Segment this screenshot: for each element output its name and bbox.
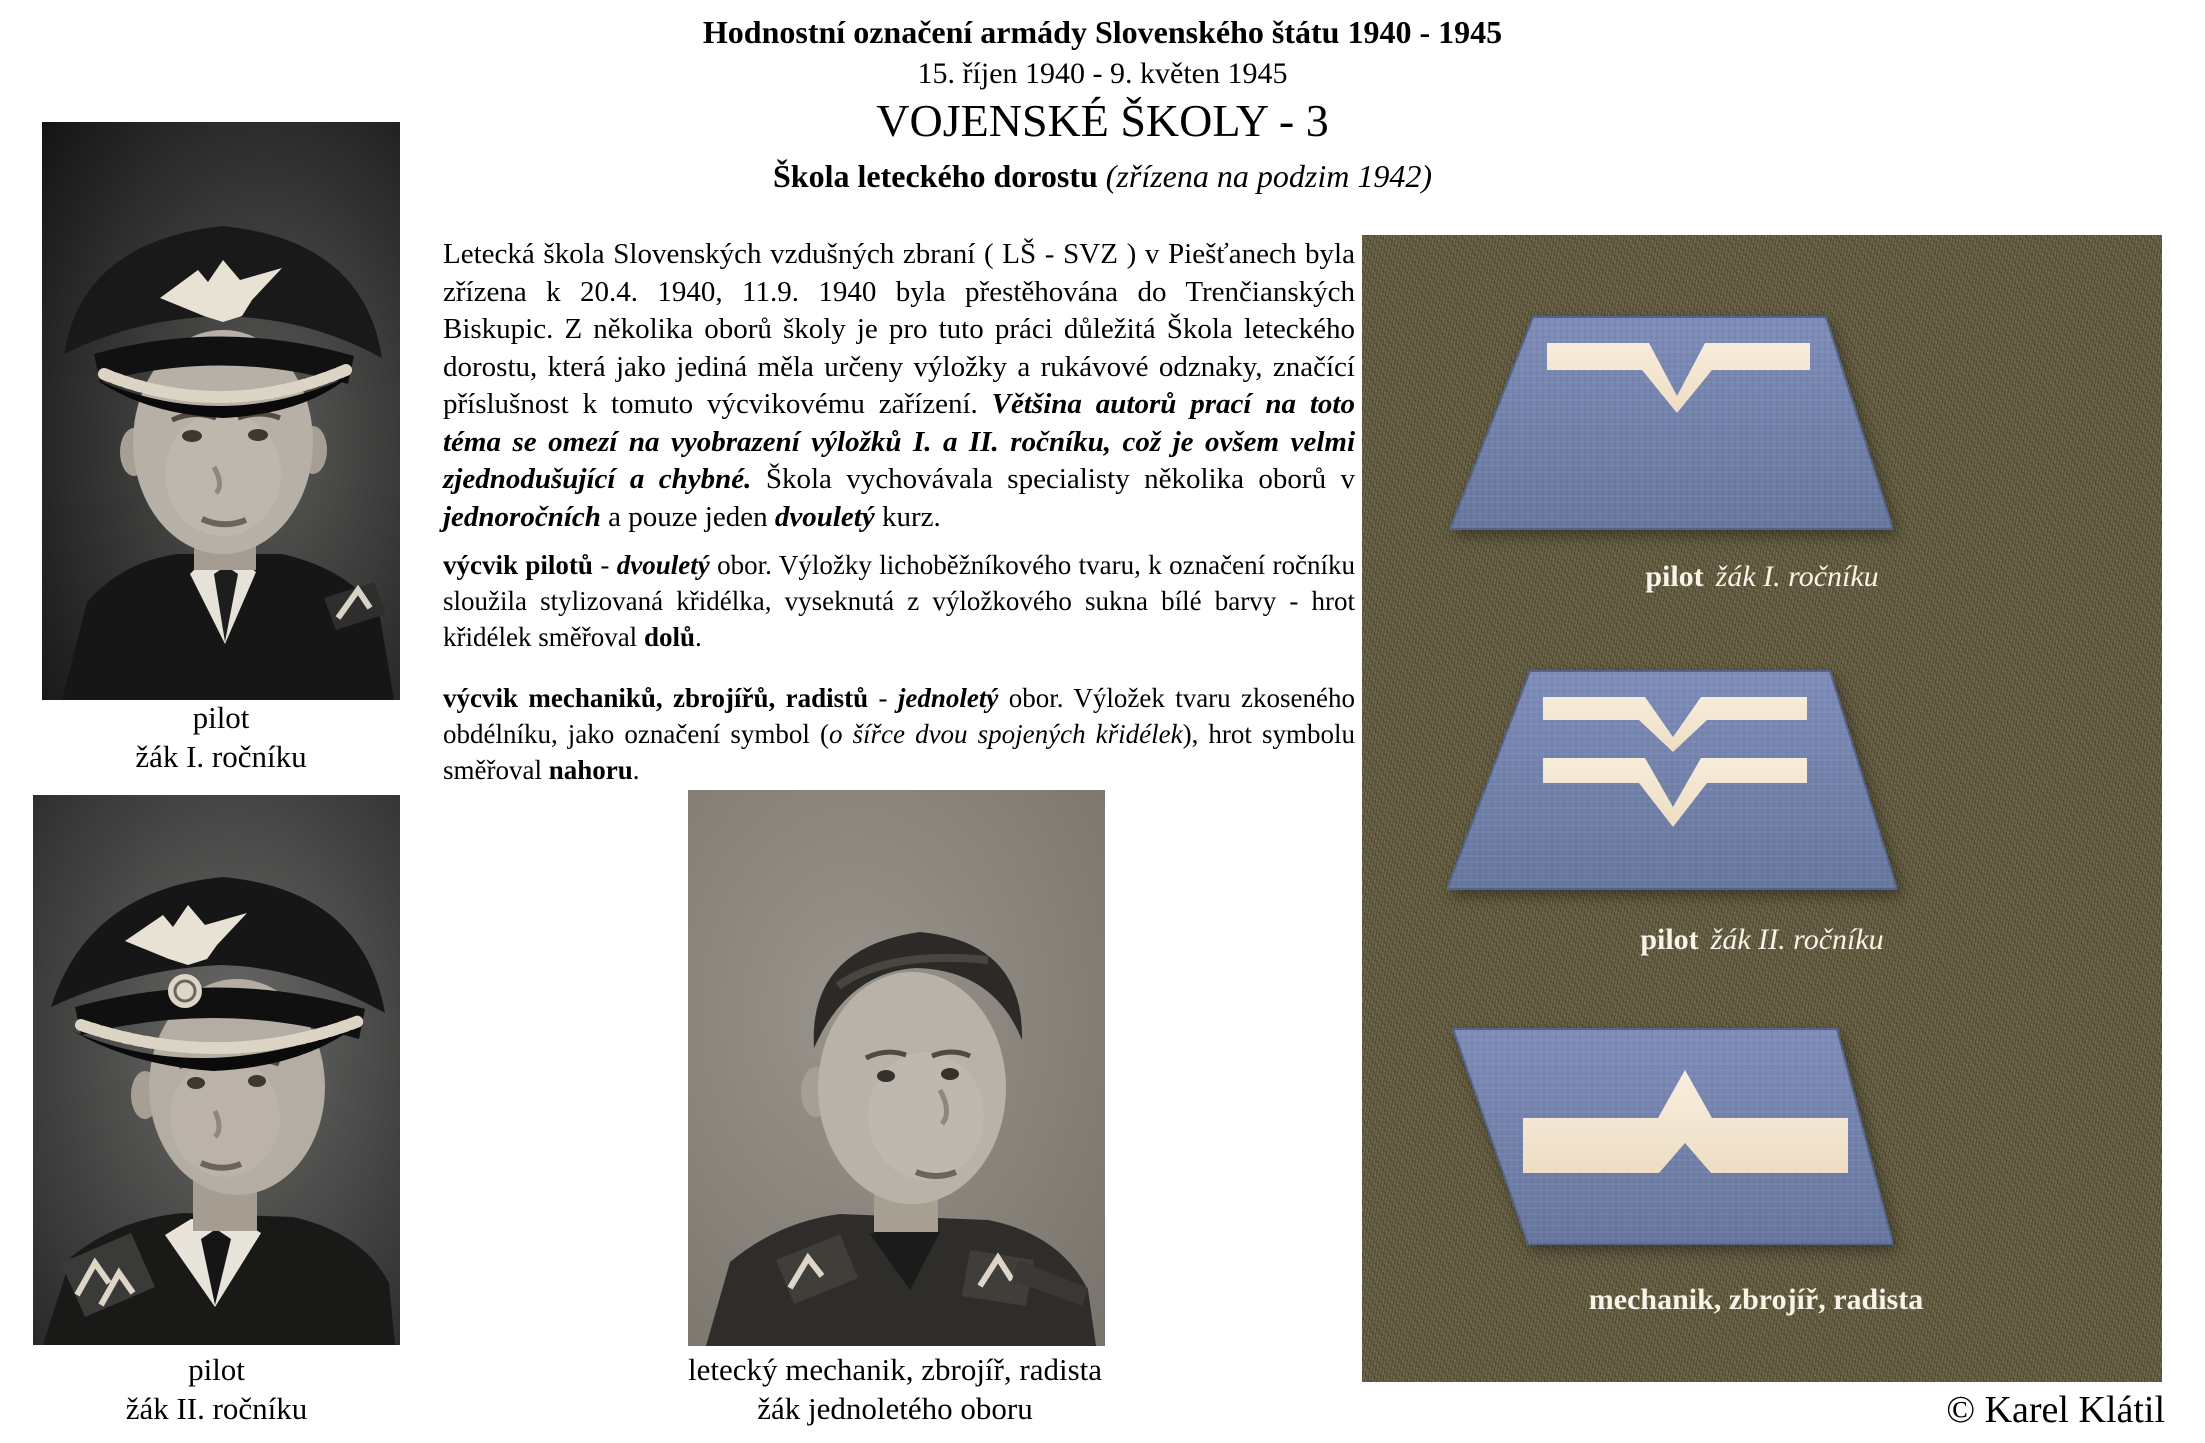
caption-line: pilot <box>188 1352 245 1387</box>
photo-3-image <box>688 790 1105 1346</box>
copyright: © Karel Klátil <box>1946 1389 2165 1431</box>
patch-label-pilot-year2: pilot žák II. ročníku <box>1640 923 1884 956</box>
collar-patch-mechanic <box>1445 1025 1893 1248</box>
school-name: Škola leteckého dorostu <box>773 158 1098 194</box>
insignia-panel <box>1362 235 2162 1382</box>
photo-pilot-year2 <box>33 795 400 1345</box>
caption-line: letecký mechanik, zbrojíř, radista <box>687 1352 1103 1387</box>
paragraph-mechanic-training: výcvik mechaniků, zbrojířů, radistů - jednoletý obor. Výložek tvaru zkoseného obdélníku, jako označení symbol (o šířce dvou spojených křidélek), hrot symbolu směřoval nahoru. <box>443 683 1355 785</box>
paragraph-intro: Letecká škola Slovenských vzdušných zbraní ( LŠ - SVZ ) v Piešťanech byla zřízena k 20.4. 1940, 11.9. 1940 byla přestěhována do Trenčianských Biskupic. Z několika oborů školy je pro tuto práci důležitá Škola leteckého dorostu, která jako jediná měla určeny výložky a rukávové odznaky, značící příslušnost k tomuto výcvikovému zařízení. Většina autorů prací na toto téma se omezí na vyobrazení výložků I. a II. ročníku, což je ovšem velmi zjednodušující a chybné. Škola vychovávala specialisty několika oborů v jednoročních a pouze jeden dvouletý kurz. <box>443 238 1355 533</box>
page-title: Hodnostní označení armády Slovenského štátu 1940 - 1945 <box>702 14 1503 50</box>
photo-1-image <box>42 122 400 700</box>
photo-1-caption <box>42 698 400 776</box>
date-range: 15. říjen 1940 - 9. květen 1945 <box>917 57 1288 90</box>
caption-line: žák I. ročníku <box>135 739 307 774</box>
photo-pilot-year1 <box>42 122 400 700</box>
school-founded-note: (zřízena na podzim 1942) <box>1105 158 1432 194</box>
patch-label-pilot-year1: pilot žák I. ročníku <box>1645 560 1879 593</box>
photo-mechanic <box>688 790 1105 1346</box>
photo-2-caption <box>33 1350 400 1428</box>
photo-2-image <box>33 795 400 1345</box>
caption-line: žák II. ročníku <box>125 1391 308 1426</box>
caption-line: pilot <box>192 700 250 735</box>
cap-badge-icon <box>168 974 202 1008</box>
paragraph-pilot-training: výcvik pilotů - dvouletý obor. Výložky lichoběžníkového tvaru, k označení ročníku sloužila stylizovaná křidélka, vyseknutá z výložkového sukna bílé barvy - hrot křidélek směřoval dolů. <box>443 550 1356 652</box>
patch-label-mechanic: mechanik, zbrojíř, radista <box>1588 1283 1924 1316</box>
section-title: VOJENSKÉ ŠKOLY - 3 <box>876 95 1329 146</box>
photo-3-caption <box>610 1350 1180 1428</box>
collar-patch-pilot-year1 <box>1450 313 1893 533</box>
collar-patch-pilot-year2 <box>1447 667 1897 893</box>
caption-line: žák jednoletého oboru <box>757 1391 1033 1426</box>
